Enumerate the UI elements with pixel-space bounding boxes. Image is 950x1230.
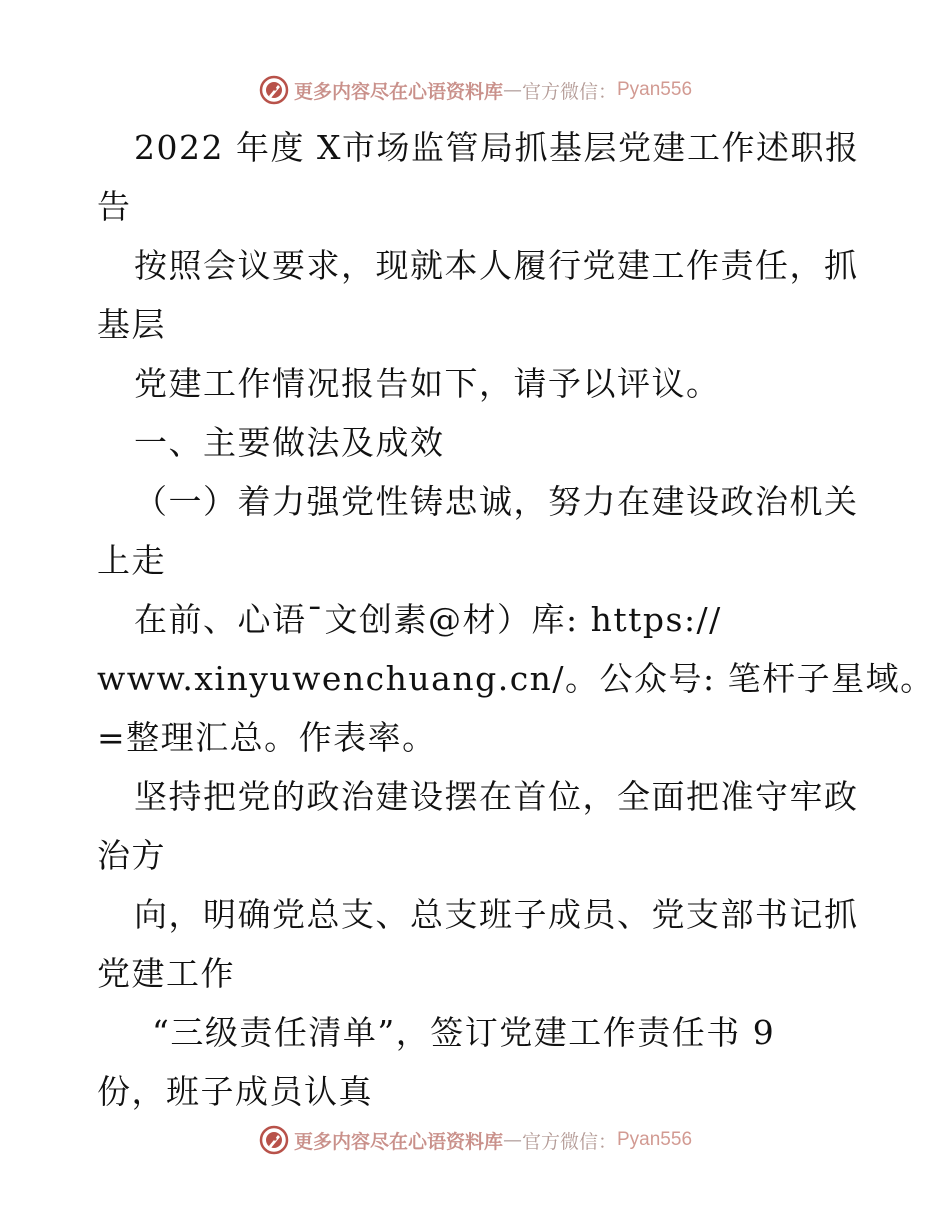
pen-nib-logo-icon [258, 1124, 290, 1156]
document-body [97, 118, 935, 1121]
pen-nib-logo-icon [258, 74, 290, 106]
bottom-watermark [0, 1120, 950, 1160]
watermark-dash: — [502, 79, 522, 101]
watermark-wechat-label: 官方微信： [521, 80, 617, 103]
subsection-heading: （一）着力强党性铸忠诚，努力在建设政治机关 [134, 482, 859, 521]
paragraph-line: 坚持把党的政治建设摆在首位，全面把准守牢政 [134, 777, 859, 816]
document-title-line-2: 告 [97, 187, 132, 226]
paragraph-line: 治方 [97, 836, 166, 875]
watermark-wechat-id: Pyan556 [617, 79, 693, 100]
paragraph-line: 向，明确党总支、总支班子成员、党支部书记抓 [134, 895, 859, 934]
top-watermark [0, 70, 950, 110]
watermark-wechat-label: 官方微信： [521, 1130, 617, 1153]
paragraph-line: 按照会议要求，现就本人履行党建工作责任，抓 [134, 246, 859, 285]
document-title-line-1: 2022 年度 X市场监管局抓基层党建工作述职报 [134, 128, 860, 167]
paragraph-line: 党建工作 [97, 954, 235, 993]
section-heading: 一、主要做法及成效 [134, 423, 445, 462]
paragraph-line: =整理汇总。作表率。 [97, 718, 437, 757]
watermark-main-text: 更多内容尽在心语资料库 [293, 1130, 503, 1153]
paragraph-line: 份，班子成员认真 [97, 1072, 373, 1111]
paragraph-line: www.xinyuwenchuang.cn/。公众号: 笔杆子星域。 [97, 659, 935, 698]
watermark-main-text: 更多内容尽在心语资料库 [293, 80, 503, 103]
paragraph-line: 在前、心语¯文创素@材）库: https:// [134, 600, 722, 639]
paragraph-line: 党建工作情况报告如下，请予以评议。 [134, 364, 721, 403]
paragraph-line: “三级责任清单”，签订党建工作责任书 9 [152, 1013, 776, 1052]
watermark-dash: — [502, 1129, 522, 1151]
watermark-wechat-id: Pyan556 [617, 1129, 693, 1150]
paragraph-line: 基层 [97, 305, 166, 344]
paragraph-line: 上走 [97, 541, 166, 580]
